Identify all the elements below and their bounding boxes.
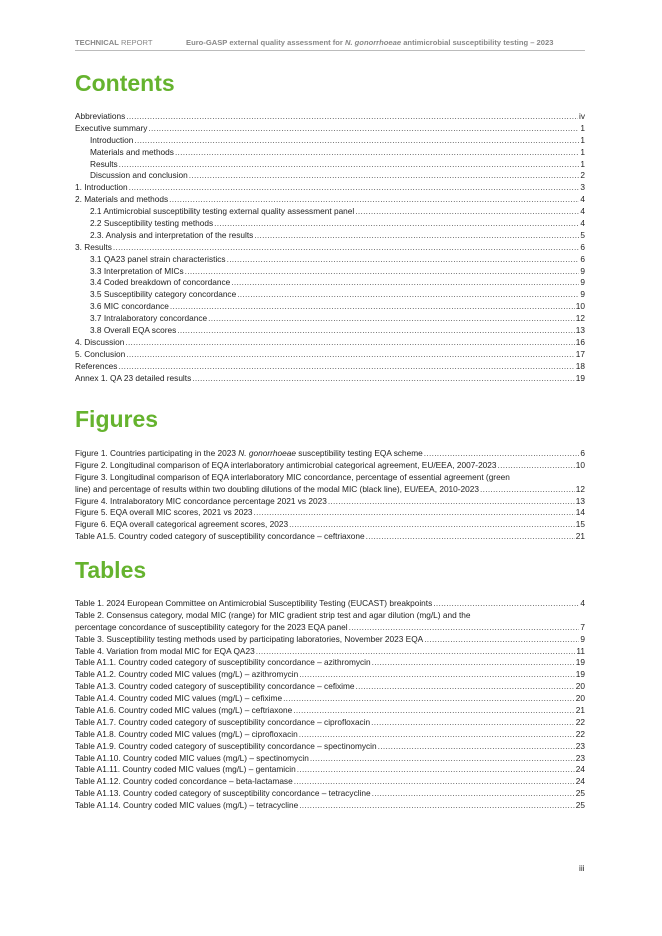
figure-entry[interactable]: Figure 4. Intralaboratory MIC concordance percentage 2021 vs 2023 ..... 13 — [75, 496, 585, 508]
toc-entry[interactable]: Results ..... 1 — [75, 159, 585, 171]
toc-entry[interactable]: 3.4 Coded breakdown of concordance ..... 9 — [75, 277, 585, 289]
toc-entry[interactable]: 1. Introduction ..... 3 — [75, 182, 585, 194]
toc-entry[interactable]: 3. Results ..... 6 — [75, 242, 585, 254]
toc-entry[interactable]: 3.1 QA23 panel strain characteristics ..... 6 — [75, 254, 585, 266]
toc-entry[interactable]: 5. Conclusion ..... 17 — [75, 349, 585, 361]
table-entry[interactable]: Table A1.12. Country coded concordance – beta-lactamase ..... 24 — [75, 776, 585, 788]
toc-entry[interactable]: 2.2 Susceptibility testing methods ..... 4 — [75, 218, 585, 230]
toc-entry[interactable]: 3.8 Overall EQA scores ..... 13 — [75, 325, 585, 337]
toc-entry[interactable]: 3.7 Intralaboratory concordance ..... 12 — [75, 313, 585, 325]
table-entry[interactable]: Table 4. Variation from modal MIC for EQA QA23 ..... 11 — [75, 646, 585, 658]
running-header — [75, 38, 585, 50]
figure-entry[interactable]: Figure 5. EQA overall MIC scores, 2021 vs 2023 ..... 14 — [75, 507, 585, 519]
toc-entry[interactable]: 3.6 MIC concordance ..... 10 — [75, 301, 585, 313]
table-entry[interactable]: Table 3. Susceptibility testing methods used by participating laboratories, November 2023 EQA ..... 9 — [75, 634, 585, 646]
table-entry[interactable]: Table 1. 2024 European Committee on Antimicrobial Susceptibility Testing (EUCAST) breakpoints ..... 4 — [75, 598, 585, 610]
toc-entry[interactable]: Abbreviations ..... iv — [75, 111, 585, 123]
toc-entry[interactable]: References ..... 18 — [75, 361, 585, 373]
table-entry[interactable]: Table A1.7. Country coded category of susceptibility concordance – ciprofloxacin ..... 22 — [75, 717, 585, 729]
figure-entry[interactable]: Figure 1. Countries participating in the 2023 N. gonorrhoeae susceptibility testing EQA scheme ..... 6 — [75, 448, 585, 460]
figures-heading: Figures — [75, 406, 159, 432]
figure-entry[interactable]: Figure 6. EQA overall categorical agreement scores, 2023 ..... 15 — [75, 519, 585, 531]
toc-entry[interactable]: Introduction ..... 1 — [75, 135, 585, 147]
table-entry[interactable]: Table A1.9. Country coded category of susceptibility concordance – spectinomycin ..... 23 — [75, 741, 585, 753]
table-entry[interactable]: Table A1.13. Country coded category of susceptibility concordance – tetracycline ..... 25 — [75, 788, 585, 800]
table-entry[interactable]: Table A1.8. Country coded MIC values (mg/L) – ciprofloxacin ..... 22 — [75, 729, 585, 741]
toc-entry[interactable]: 4. Discussion ..... 16 — [75, 337, 585, 349]
report-title: Euro-GASP external quality assessment for N. gonorrhoeae antimicrobial susceptibility testing – 2023 — [186, 38, 554, 47]
table-entry[interactable]: Table A1.3. Country coded category of susceptibility concordance – cefixime ..... 20 — [75, 681, 585, 693]
table-entry[interactable]: Table A1.2. Country coded MIC values (mg/L) – azithromycin ..... 19 — [75, 669, 585, 681]
figure-entry[interactable]: Table A1.5. Country coded category of susceptibility concordance – ceftriaxone ..... 21 — [75, 531, 585, 543]
toc-entry[interactable]: Executive summary ..... 1 — [75, 123, 585, 135]
toc-entry[interactable]: 3.5 Susceptibility category concordance ..... 9 — [75, 289, 585, 301]
figure-entry[interactable]: Figure 2. Longitudinal comparison of EQA interlaboratory antimicrobial categorical agreement, EU/EEA, 2007-2023 ..... 10 — [75, 460, 585, 472]
table-entry[interactable]: Table A1.10. Country coded MIC values (mg/L) – spectinomycin ..... 23 — [75, 753, 585, 765]
toc-entry[interactable]: 2.1 Antimicrobial susceptibility testing external quality assessment panel ..... 4 — [75, 206, 585, 218]
toc-entry[interactable]: Materials and methods ..... 1 — [75, 147, 585, 159]
table-entry[interactable]: Table 2. Consensus category, modal MIC (range) for MIC gradient strip test and agar dilution (mg/L) and the percentage concordance of susceptibility category for the 2023 EQA panel ..... 7 — [75, 610, 585, 634]
table-entry[interactable]: Table A1.14. Country coded MIC values (mg/L) – tetracycline ..... 25 — [75, 800, 585, 812]
toc-entry[interactable]: Annex 1. QA 23 detailed results ..... 19 — [75, 373, 585, 385]
tables-heading: Tables — [75, 557, 147, 583]
figure-entry[interactable]: Figure 3. Longitudinal comparison of EQA interlaboratory MIC concordance, percentage of essential agreement (green line) and percentage of results within two doubling dilutions of the modal MIC (black line), EU/EEA, 2010-2023 ..... 12 — [75, 472, 585, 496]
table-entry[interactable]: Table A1.4. Country coded MIC values (mg/L) – cefixime ..... 20 — [75, 693, 585, 705]
table-entry[interactable]: Table A1.1. Country coded category of susceptibility concordance – azithromycin ..... 19 — [75, 657, 585, 669]
table-entry[interactable]: Table A1.11. Country coded MIC values (mg/L) – gentamicin ..... 24 — [75, 764, 585, 776]
report-type: TECHNICAL REPORT — [75, 38, 153, 47]
toc-entry[interactable]: 3.3 Interpretation of MICs ..... 9 — [75, 266, 585, 278]
toc-entry[interactable]: 2. Materials and methods ..... 4 — [75, 194, 585, 206]
contents-heading: Contents — [75, 70, 175, 96]
figures-list — [75, 448, 585, 543]
page-number: iii — [579, 863, 585, 873]
table-entry[interactable]: Table A1.6. Country coded MIC values (mg/L) – ceftriaxone ..... 21 — [75, 705, 585, 717]
contents-list — [75, 111, 585, 384]
toc-entry[interactable]: 2.3. Analysis and interpretation of the results ..... 5 — [75, 230, 585, 242]
tables-list — [75, 598, 585, 812]
toc-entry[interactable]: Discussion and conclusion ..... 2 — [75, 170, 585, 182]
header-divider — [75, 50, 585, 51]
